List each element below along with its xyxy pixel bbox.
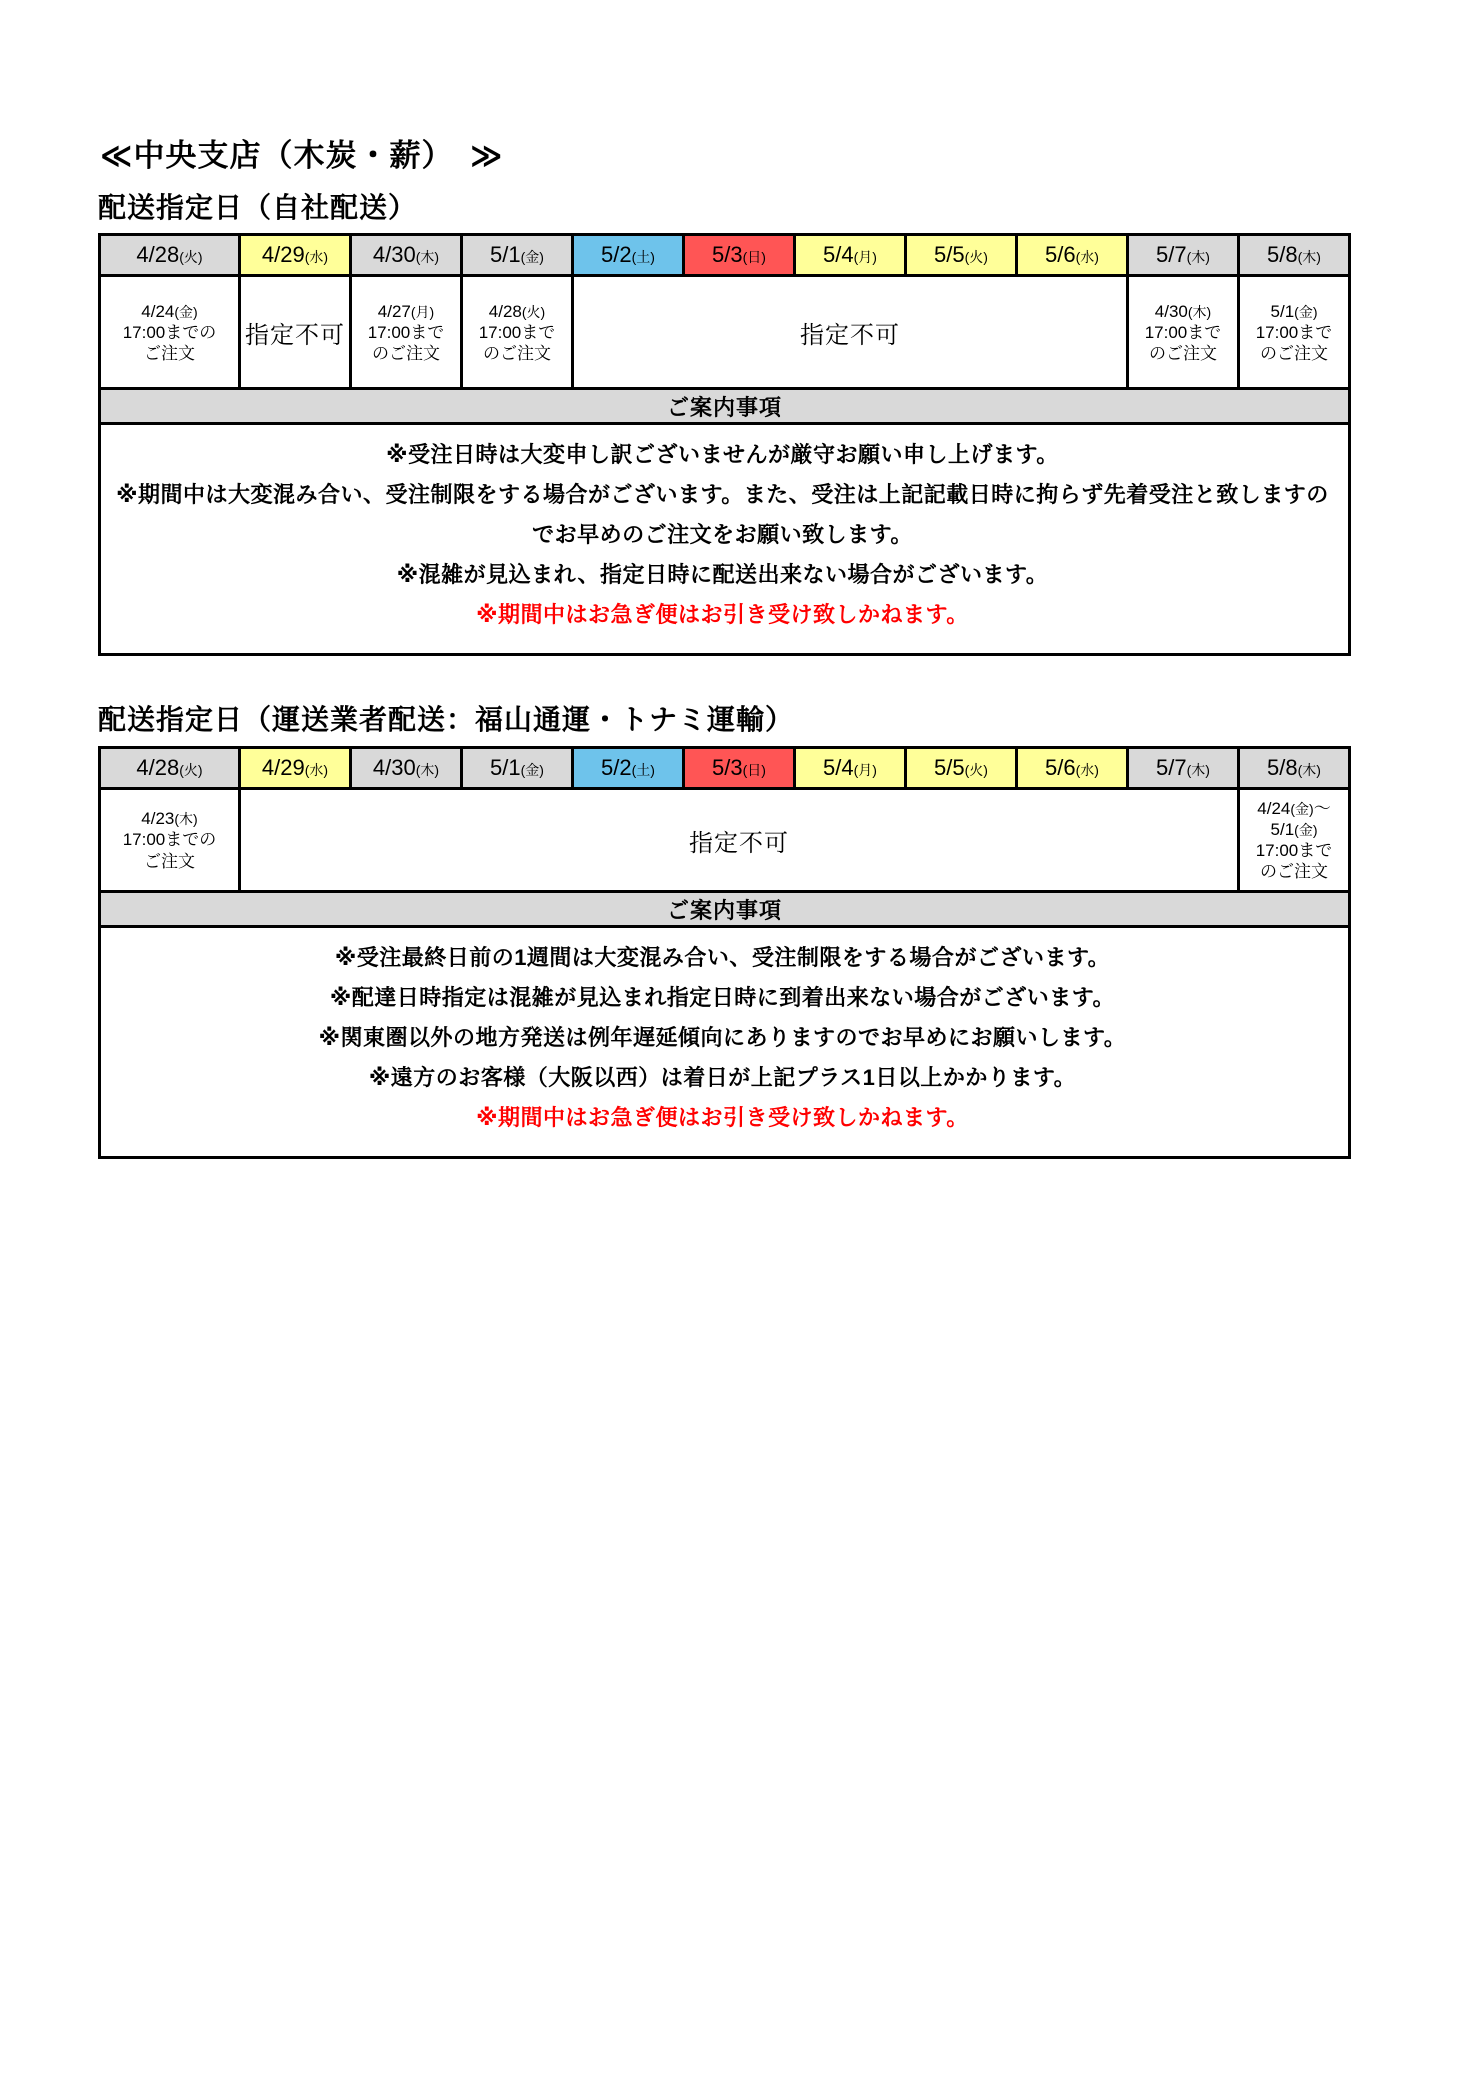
order-deadline-line: のご注文 [1260,862,1328,882]
weekday-label: (土) [631,249,655,266]
note-line: ※受注最終日前の1週間は大変混み合い、受注制限をする場合がございます。 [334,945,1111,971]
date-header-cell: 5/3(日) [684,748,795,789]
date-header-cell: 5/8(木) [1239,748,1350,789]
order-deadline-line: のご注文 [483,344,551,364]
date-header-cell: 5/7(木) [1128,748,1239,789]
note-line: ※受注日時は大変申し訳ございませんが厳守お願い申し上げます。 [386,442,1059,468]
order-deadline-line: 17:00までの [122,830,217,850]
note-line: ※遠方のお客様（大阪以西）は着日が上記プラス1日以上かかります。 [368,1065,1077,1091]
order-deadline-line: 17:00まで [367,322,445,342]
date-header-cell: 5/5(火) [906,235,1017,276]
order-deadline-line: ご注文 [144,344,195,364]
weekday-label: (木) [415,249,440,266]
order-deadline-line: 4/23(木) [141,809,198,829]
weekday-label: (火) [964,762,988,779]
carrier-delivery-heading: 配送指定日（運送業者配送：福山通運・トナミ運輸） [98,704,795,736]
date-header-cell: 5/8(木) [1239,235,1350,276]
weekday-label: (金) [520,249,544,266]
weekday-label: (金) [1294,821,1318,838]
weekday-label: (水) [304,249,329,266]
order-deadline-line: 4/28(火) [488,301,546,321]
carrier-delivery-table [98,746,1351,1159]
order-deadline-line: 5/1(金) [1270,301,1318,321]
weekday-label: (水) [1075,249,1099,266]
order-deadline-line: のご注文 [1149,344,1217,364]
weekday-label: (火) [179,762,203,779]
order-deadline-line: 4/27(月) [377,301,435,321]
weekday-label: (土) [631,762,655,779]
own-delivery-table [98,233,1351,656]
date-header-cell: 5/7(木) [1128,235,1239,276]
order-deadline-line: ご注文 [144,851,195,871]
not-available-cell: 指定不可 [573,276,1128,389]
order-deadline-cell [1239,276,1350,389]
date-header-cell: 5/6(水) [1017,748,1128,789]
info-section-header: ご案内事項 [100,389,1350,424]
info-section-header: ご案内事項 [100,892,1350,927]
not-available-cell: 指定不可 [240,789,1239,892]
order-deadline-cell [351,276,462,389]
order-deadline-cell [1128,276,1239,389]
weekday-label: (木) [1297,249,1321,266]
notes-cell [100,424,1350,655]
weekday-label: (火) [521,303,546,320]
weekday-label: (木) [415,762,440,779]
order-deadline-cell [100,789,240,892]
weekday-label: (金) [174,303,198,320]
weekday-label: (木) [1297,762,1321,779]
weekday-label: (日) [742,762,766,779]
note-line: ※関東圏以外の地方発送は例年遅延傾向にありますのでお早めにお願いします。 [318,1025,1127,1051]
weekday-label: (木) [1187,303,1212,320]
order-deadline-line: のご注文 [1260,344,1328,364]
weekday-label: (月) [410,303,435,320]
weekday-label: (金) [520,762,544,779]
date-header-cell: 4/28(火) [100,235,240,276]
note-line: ※混雑が見込まれ、指定日時に配送出来ない場合がございます。 [396,562,1049,588]
date-header-cell: 5/3(日) [684,235,795,276]
date-header-cell: 5/4(月) [795,748,906,789]
note-line: ※期間中はお急ぎ便はお引き受け致しかねます。 [476,602,969,628]
date-header-cell: 5/2(土) [573,748,684,789]
order-deadline-cell [1239,789,1350,892]
date-header-cell: 4/28(火) [100,748,240,789]
section-own-delivery [98,191,1477,657]
date-header-cell: 5/6(水) [1017,235,1128,276]
weekday-label: (水) [304,762,329,779]
order-deadline-cell [100,276,240,389]
date-header-cell: 4/29(水) [240,748,351,789]
weekday-label: (火) [179,249,203,266]
order-deadline-line: 17:00まで [1255,322,1333,342]
order-deadline-line: 4/30(木) [1154,301,1212,321]
date-header-cell: 5/5(火) [906,748,1017,789]
order-deadline-line: 5/1(金) [1270,819,1318,839]
order-deadline-line: 17:00までの [122,322,217,342]
note-line: ※期間中は大変混み合い、受注制限をする場合がございます。また、受注は上記記載日時に拘らず先着受注と致しますのでお早めのご注文をお願い致します。 [116,482,1329,548]
order-deadline-line: 17:00まで [1144,322,1222,342]
note-line: ※期間中はお急ぎ便はお引き受け致しかねます。 [476,1105,969,1131]
date-header-cell: 5/4(月) [795,235,906,276]
order-deadline-line: のご注文 [372,344,440,364]
page-title: ≪中央支店（木炭・薪） ≫ [100,138,504,173]
date-header-cell: 4/29(水) [240,235,351,276]
weekday-label: (水) [1075,762,1099,779]
date-header-cell: 4/30(木) [351,748,462,789]
order-deadline-line: 17:00まで [1255,841,1333,861]
weekday-label: (月) [853,762,877,779]
weekday-label: (火) [964,249,988,266]
weekday-label: (日) [742,249,766,266]
weekday-label: (木) [1186,762,1210,779]
order-deadline-cell [462,276,573,389]
weekday-label: (木) [174,811,198,828]
weekday-label: (金) [1290,800,1314,817]
date-header-cell: 5/1(金) [462,235,573,276]
weekday-label: (月) [853,249,877,266]
date-header-cell: 5/2(土) [573,235,684,276]
date-header-cell: 4/30(木) [351,235,462,276]
section-carrier-delivery [98,703,1477,1159]
order-deadline-line: 4/24(金)～ [1257,798,1331,818]
not-available-cell: 指定不可 [240,276,351,389]
notes-cell [100,927,1350,1158]
own-delivery-heading: 配送指定日（自社配送） [98,191,418,223]
note-line: ※配達日時指定は混雑が見込まれ指定日時に到着出来ない場合がございます。 [329,985,1116,1011]
date-header-cell: 5/1(金) [462,748,573,789]
weekday-label: (金) [1294,303,1318,320]
order-deadline-line: 17:00まで [478,322,556,342]
order-deadline-line: 4/24(金) [141,301,198,321]
weekday-label: (木) [1186,249,1210,266]
